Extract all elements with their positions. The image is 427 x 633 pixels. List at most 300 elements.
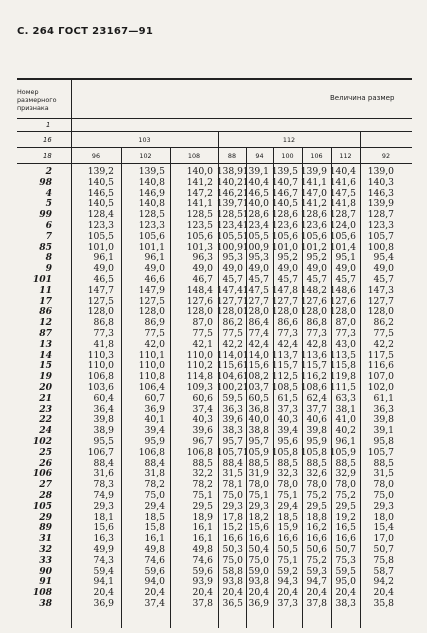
table-cell: 86,2 — [222, 317, 243, 329]
table-cell: 75,0 — [144, 490, 165, 501]
col-header-112: 112 — [339, 152, 352, 160]
table-cell: 110,0 — [87, 360, 114, 372]
table-cell: 20,4 — [192, 587, 213, 599]
table-cell: 29,3 — [222, 500, 243, 512]
table-cell: 49,0 — [144, 263, 165, 275]
table-cell: 104,6 — [216, 371, 243, 383]
table-cell: 105,9 — [329, 446, 356, 458]
table-cell: 139,1 — [242, 166, 269, 177]
col-header-102: 102 — [139, 152, 152, 160]
row-label: 101 — [32, 274, 52, 285]
table-cell: 50,5 — [277, 544, 298, 555]
table-cell: 106,4 — [138, 382, 165, 393]
table-cell: 36,5 — [222, 598, 243, 609]
table-cell: 88,5 — [335, 457, 356, 469]
table-cell: 128,5 — [216, 209, 243, 221]
table-cell: 146,5 — [87, 187, 114, 199]
row-label: 5 — [45, 198, 52, 210]
table-cell: 45,7 — [306, 274, 327, 285]
row-label: 22 — [39, 414, 52, 426]
table-cell: 148,6 — [329, 284, 356, 296]
table-cell: 127,5 — [138, 295, 165, 307]
table-row — [0, 523, 427, 534]
table-cell: 140,2 — [216, 176, 243, 188]
table-cell: 140,4 — [242, 176, 269, 188]
table-cell: 123,3 — [138, 220, 165, 231]
table-cell: 16,1 — [144, 533, 165, 545]
table-cell: 105,7 — [216, 446, 243, 458]
table-cell: 77,5 — [222, 328, 243, 339]
table-cell: 37,8 — [306, 598, 327, 609]
table-cell: 42,8 — [306, 338, 327, 350]
table-row — [0, 567, 427, 578]
table-cell: 123,6 — [271, 220, 298, 231]
table-cell: 20,4 — [306, 587, 327, 599]
table-cell: 16,6 — [277, 533, 298, 545]
table-row — [0, 577, 427, 588]
group-header-1: 103 — [138, 136, 151, 144]
table-cell: 123,3 — [367, 220, 394, 231]
table-cell: 105,5 — [87, 230, 114, 242]
table-cell: 110,8 — [138, 371, 165, 383]
row-label: 106 — [32, 468, 52, 480]
table-cell: 37,7 — [306, 403, 327, 415]
table-cell: 139,9 — [300, 166, 327, 177]
row-label: 9 — [45, 263, 52, 275]
col-header-106: 106 — [310, 152, 323, 160]
table-cell: 108,5 — [271, 382, 298, 393]
table-cell: 78,0 — [248, 479, 269, 491]
table-cell: 147,3 — [367, 284, 394, 296]
table-cell: 49,8 — [192, 544, 213, 555]
table-cell: 147,8 — [271, 284, 298, 296]
row-label: 102 — [32, 436, 52, 447]
table-cell: 95,6 — [277, 436, 298, 447]
table-cell: 128,6 — [271, 209, 298, 221]
table-cell: 140,3 — [367, 176, 394, 188]
table-cell: 45,7 — [277, 274, 298, 285]
table-cell: 78,0 — [277, 479, 298, 491]
table-cell: 50,7 — [335, 544, 356, 555]
table-row — [0, 275, 427, 286]
table-cell: 116,2 — [300, 371, 327, 383]
table-cell: 49,9 — [93, 544, 114, 555]
table-cell: 49,0 — [248, 263, 269, 275]
table-cell: 74,3 — [93, 554, 114, 566]
table-cell: 20,4 — [277, 587, 298, 599]
table-cell: 146,9 — [138, 187, 165, 199]
row-label: 28 — [39, 490, 52, 501]
table-cell: 141,1 — [300, 176, 327, 188]
table-cell: 18,2 — [248, 511, 269, 523]
table-cell: 96,7 — [192, 436, 213, 447]
table-cell: 93,9 — [192, 576, 213, 588]
table-cell: 16,3 — [93, 533, 114, 545]
table-cell: 15,6 — [93, 522, 114, 534]
table-cell: 147,2 — [186, 187, 213, 199]
row-label: 26 — [39, 457, 52, 469]
table-cell: 128,0 — [87, 306, 114, 318]
table-cell: 107,0 — [367, 371, 394, 383]
table-cell: 38,9 — [93, 425, 114, 437]
table-cell: 77,5 — [373, 328, 394, 339]
table-cell: 141,2 — [186, 176, 213, 188]
row-label: 90 — [39, 565, 52, 577]
table-cell: 37,4 — [144, 598, 165, 609]
header-rule-1 — [17, 118, 412, 119]
table-cell: 40,3 — [192, 414, 213, 426]
table-row — [0, 426, 427, 437]
table-cell: 40,3 — [277, 414, 298, 426]
table-cell: 42,2 — [222, 338, 243, 350]
table-row — [0, 307, 427, 318]
table-cell: 100,8 — [367, 241, 394, 253]
table-row — [0, 286, 427, 297]
table-cell: 128,7 — [329, 209, 356, 221]
row-label: 32 — [39, 544, 52, 555]
table-cell: 42,4 — [248, 338, 269, 350]
table-cell: 148,2 — [300, 284, 327, 296]
table-cell: 59,0 — [248, 565, 269, 577]
table-cell: 119,8 — [329, 371, 356, 383]
row-label: 7 — [45, 230, 52, 242]
table-cell: 16,1 — [192, 533, 213, 545]
table-cell: 110,1 — [138, 349, 165, 361]
table-cell: 146,5 — [242, 187, 269, 199]
table-cell: 127,5 — [87, 295, 114, 307]
table-cell: 42,0 — [144, 338, 165, 350]
row-label: 87 — [39, 328, 52, 339]
table-cell: 110,0 — [186, 349, 213, 361]
table-cell: 39,4 — [144, 425, 165, 437]
table-cell: 141,8 — [329, 198, 356, 210]
table-cell: 38,3 — [335, 598, 356, 609]
table-cell: 32,9 — [335, 468, 356, 480]
table-cell: 36,3 — [373, 403, 394, 415]
table-row — [0, 178, 427, 189]
header-row2-label: 16 — [43, 136, 52, 144]
table-cell: 115,6 — [242, 360, 269, 372]
table-cell: 114,8 — [186, 371, 213, 383]
table-row — [0, 513, 427, 524]
table-cell: 115,8 — [329, 360, 356, 372]
table-cell: 105,9 — [242, 446, 269, 458]
table-cell: 101,0 — [271, 241, 298, 253]
table-cell: 139,5 — [138, 166, 165, 177]
table-cell: 62,4 — [306, 392, 327, 404]
table-cell: 123,6 — [300, 220, 327, 231]
table-cell: 146,7 — [271, 187, 298, 199]
table-cell: 18,5 — [277, 511, 298, 523]
table-cell: 74,6 — [144, 554, 165, 566]
table-cell: 20,4 — [373, 587, 394, 599]
table-cell: 20,4 — [222, 587, 243, 599]
table-cell: 105,7 — [367, 446, 394, 458]
table-cell: 94,1 — [93, 576, 114, 588]
table-cell: 128,6 — [300, 209, 327, 221]
table-cell: 94,2 — [373, 576, 394, 588]
table-cell: 43,0 — [335, 338, 356, 350]
table-cell: 42,2 — [373, 338, 394, 350]
row-label: 19 — [39, 371, 52, 383]
table-cell: 86,6 — [277, 317, 298, 329]
table-cell: 113,6 — [300, 349, 327, 361]
row-label: 99 — [39, 209, 52, 221]
table-cell: 75,0 — [222, 554, 243, 566]
table-cell: 95,7 — [222, 436, 243, 447]
table-cell: 115,7 — [300, 360, 327, 372]
table-cell: 36,9 — [93, 598, 114, 609]
table-cell: 93,8 — [222, 576, 243, 588]
page-header: С. 264 ГОСТ 23167—91 — [17, 26, 154, 37]
table-cell: 38,3 — [222, 425, 243, 437]
table-cell: 101,2 — [300, 241, 327, 253]
table-cell: 38,1 — [335, 403, 356, 415]
table-cell: 86,9 — [144, 317, 165, 329]
table-cell: 77,3 — [306, 328, 327, 339]
table-cell: 78,2 — [144, 479, 165, 491]
table-cell: 148,4 — [186, 284, 213, 296]
table-cell: 15,6 — [248, 522, 269, 534]
table-row — [0, 437, 427, 448]
table-cell: 103,6 — [87, 382, 114, 393]
table-cell: 139,5 — [271, 166, 298, 177]
table-row — [0, 297, 427, 308]
header-rule-2 — [17, 131, 412, 132]
table-cell: 128,0 — [216, 306, 243, 318]
table-cell: 59,3 — [306, 565, 327, 577]
table-cell: 95,2 — [277, 252, 298, 264]
table-cell: 78,3 — [93, 479, 114, 491]
table-cell: 127,7 — [271, 295, 298, 307]
table-cell: 140,7 — [271, 176, 298, 188]
table-cell: 128,6 — [242, 209, 269, 221]
row-label: 11 — [39, 284, 52, 296]
table-cell: 128,7 — [367, 209, 394, 221]
table-cell: 20,4 — [248, 587, 269, 599]
table-cell: 32,6 — [306, 468, 327, 480]
table-row — [0, 232, 427, 243]
table-cell: 16,2 — [306, 522, 327, 534]
table-cell: 110,3 — [87, 349, 114, 361]
table-cell: 60,7 — [144, 392, 165, 404]
table-row — [0, 253, 427, 264]
table-cell: 106,8 — [186, 446, 213, 458]
table-cell: 45,7 — [222, 274, 243, 285]
table-cell: 88,4 — [222, 457, 243, 469]
table-cell: 77,5 — [192, 328, 213, 339]
table-cell: 18,9 — [192, 511, 213, 523]
table-cell: 75,1 — [192, 490, 213, 501]
table-cell: 113,5 — [329, 349, 356, 361]
table-cell: 58,7 — [373, 565, 394, 577]
table-cell: 95,9 — [144, 436, 165, 447]
table-cell: 105,6 — [300, 230, 327, 242]
table-cell: 32,3 — [277, 468, 298, 480]
table-cell: 110,0 — [138, 360, 165, 372]
table-cell: 100,9 — [242, 241, 269, 253]
table-cell: 78,0 — [306, 479, 327, 491]
table-cell: 59,6 — [144, 565, 165, 577]
table-cell: 94,3 — [277, 576, 298, 588]
table-row — [0, 329, 427, 340]
table-cell: 46,6 — [144, 274, 165, 285]
table-cell: 128,0 — [186, 306, 213, 318]
table-cell: 88,4 — [93, 457, 114, 469]
table-cell: 31,9 — [248, 468, 269, 480]
table-cell: 50,6 — [306, 544, 327, 555]
table-cell: 78,0 — [335, 479, 356, 491]
col-header-92: 92 — [381, 152, 391, 160]
row-label: 31 — [39, 533, 52, 545]
table-row — [0, 221, 427, 232]
table-cell: 127,7 — [216, 295, 243, 307]
table-row — [0, 491, 427, 502]
table-cell: 101,0 — [87, 241, 114, 253]
table-cell: 95,8 — [373, 436, 394, 447]
table-cell: 37,3 — [277, 598, 298, 609]
table-cell: 88,5 — [306, 457, 327, 469]
table-cell: 141,1 — [186, 198, 213, 210]
table-cell: 128,0 — [271, 306, 298, 318]
table-cell: 59,2 — [277, 565, 298, 577]
table-cell: 35,8 — [373, 598, 394, 609]
table-cell: 15,8 — [144, 522, 165, 534]
table-cell: 101,3 — [186, 241, 213, 253]
table-cell: 75,2 — [306, 554, 327, 566]
table-cell: 59,5 — [222, 392, 243, 404]
col-header-100: 100 — [281, 152, 294, 160]
table-cell: 16,5 — [335, 522, 356, 534]
table-cell: 140,8 — [138, 176, 165, 188]
table-cell: 46,7 — [192, 274, 213, 285]
table-cell: 112,5 — [271, 371, 298, 383]
table-cell: 16,6 — [248, 533, 269, 545]
table-cell: 16,1 — [192, 522, 213, 534]
table-cell: 103,7 — [242, 382, 269, 393]
table-cell: 49,0 — [222, 263, 243, 275]
table-row — [0, 459, 427, 470]
table-row — [0, 394, 427, 405]
table-cell: 78,1 — [222, 479, 243, 491]
table-cell: 95,2 — [306, 252, 327, 264]
table-cell: 18,5 — [144, 511, 165, 523]
table-cell: 16,6 — [222, 533, 243, 545]
table-cell: 110,2 — [186, 360, 213, 372]
table-cell: 42,1 — [192, 338, 213, 350]
table-cell: 40,2 — [335, 425, 356, 437]
table-cell: 29,5 — [335, 500, 356, 512]
table-cell: 38,8 — [248, 425, 269, 437]
table-cell: 140,0 — [242, 198, 269, 210]
table-cell: 105,8 — [271, 446, 298, 458]
row-label: 2 — [45, 166, 52, 177]
table-cell: 128,0 — [329, 306, 356, 318]
table-row — [0, 189, 427, 200]
table-cell: 95,3 — [222, 252, 243, 264]
table-cell: 20,4 — [93, 587, 114, 599]
col-header-94: 94 — [255, 152, 264, 160]
table-cell: 77,3 — [277, 328, 298, 339]
row-label: 4 — [45, 187, 52, 199]
row-label: 8 — [45, 252, 52, 264]
table-cell: 61,1 — [373, 392, 394, 404]
table-cell: 88,5 — [248, 457, 269, 469]
table-cell: 75,0 — [222, 490, 243, 501]
table-cell: 40,1 — [144, 414, 165, 426]
table-cell: 17,0 — [373, 533, 394, 545]
table-cell: 59,4 — [93, 565, 114, 577]
table-cell: 95,7 — [248, 436, 269, 447]
table-cell: 16,6 — [306, 533, 327, 545]
table-top-rule — [17, 78, 412, 80]
table-cell: 139,2 — [87, 166, 114, 177]
table-cell: 75,2 — [306, 490, 327, 501]
table-cell: 108,6 — [300, 382, 327, 393]
table-cell: 115,6 — [216, 360, 243, 372]
table-cell: 29,3 — [93, 500, 114, 512]
row-label: 23 — [39, 403, 52, 415]
col-header-96: 96 — [91, 152, 101, 160]
table-cell: 128,0 — [300, 306, 327, 318]
table-cell: 49,0 — [192, 263, 213, 275]
table-cell: 96,1 — [93, 252, 114, 264]
table-cell: 95,1 — [335, 252, 356, 264]
table-cell: 114,0 — [242, 349, 269, 361]
table-cell: 29,3 — [248, 500, 269, 512]
table-cell: 40,0 — [248, 414, 269, 426]
table-cell: 123,3 — [87, 220, 114, 231]
row-label: 105 — [32, 500, 52, 512]
table-cell: 75,0 — [248, 554, 269, 566]
table-cell: 106,8 — [138, 446, 165, 458]
table-cell: 86,2 — [373, 317, 394, 329]
table-cell: 31,8 — [144, 468, 165, 480]
table-cell: 101,4 — [329, 241, 356, 253]
table-cell: 74,6 — [192, 554, 213, 566]
col-header-108: 108 — [187, 152, 201, 160]
table-row — [0, 469, 427, 480]
table-cell: 49,0 — [373, 263, 394, 275]
row-label: 6 — [45, 220, 52, 231]
table-cell: 77,5 — [144, 328, 165, 339]
table-cell: 59,6 — [192, 565, 213, 577]
row-label: 98 — [39, 176, 52, 188]
table-cell: 39,6 — [192, 425, 213, 437]
table-cell: 128,0 — [367, 306, 394, 318]
table-cell: 50,7 — [373, 544, 394, 555]
table-cell: 87,0 — [192, 317, 213, 329]
row-label: 17 — [39, 295, 52, 307]
table-cell: 20,4 — [144, 587, 165, 599]
table-row — [0, 383, 427, 394]
table-cell: 77,4 — [248, 328, 269, 339]
table-cell: 20,4 — [335, 587, 356, 599]
table-row — [0, 415, 427, 426]
table-cell: 94,0 — [144, 576, 165, 588]
table-row — [0, 480, 427, 491]
table-cell: 100,2 — [216, 382, 243, 393]
table-cell: 124,0 — [329, 220, 356, 231]
value-title: Величина размер — [330, 94, 395, 102]
table-cell: 75,3 — [335, 554, 356, 566]
table-cell: 49,0 — [277, 263, 298, 275]
table-cell: 116,6 — [367, 360, 394, 372]
table-cell: 36,9 — [248, 598, 269, 609]
table-cell: 41,8 — [93, 338, 114, 350]
table-row — [0, 405, 427, 416]
table-row — [0, 340, 427, 351]
